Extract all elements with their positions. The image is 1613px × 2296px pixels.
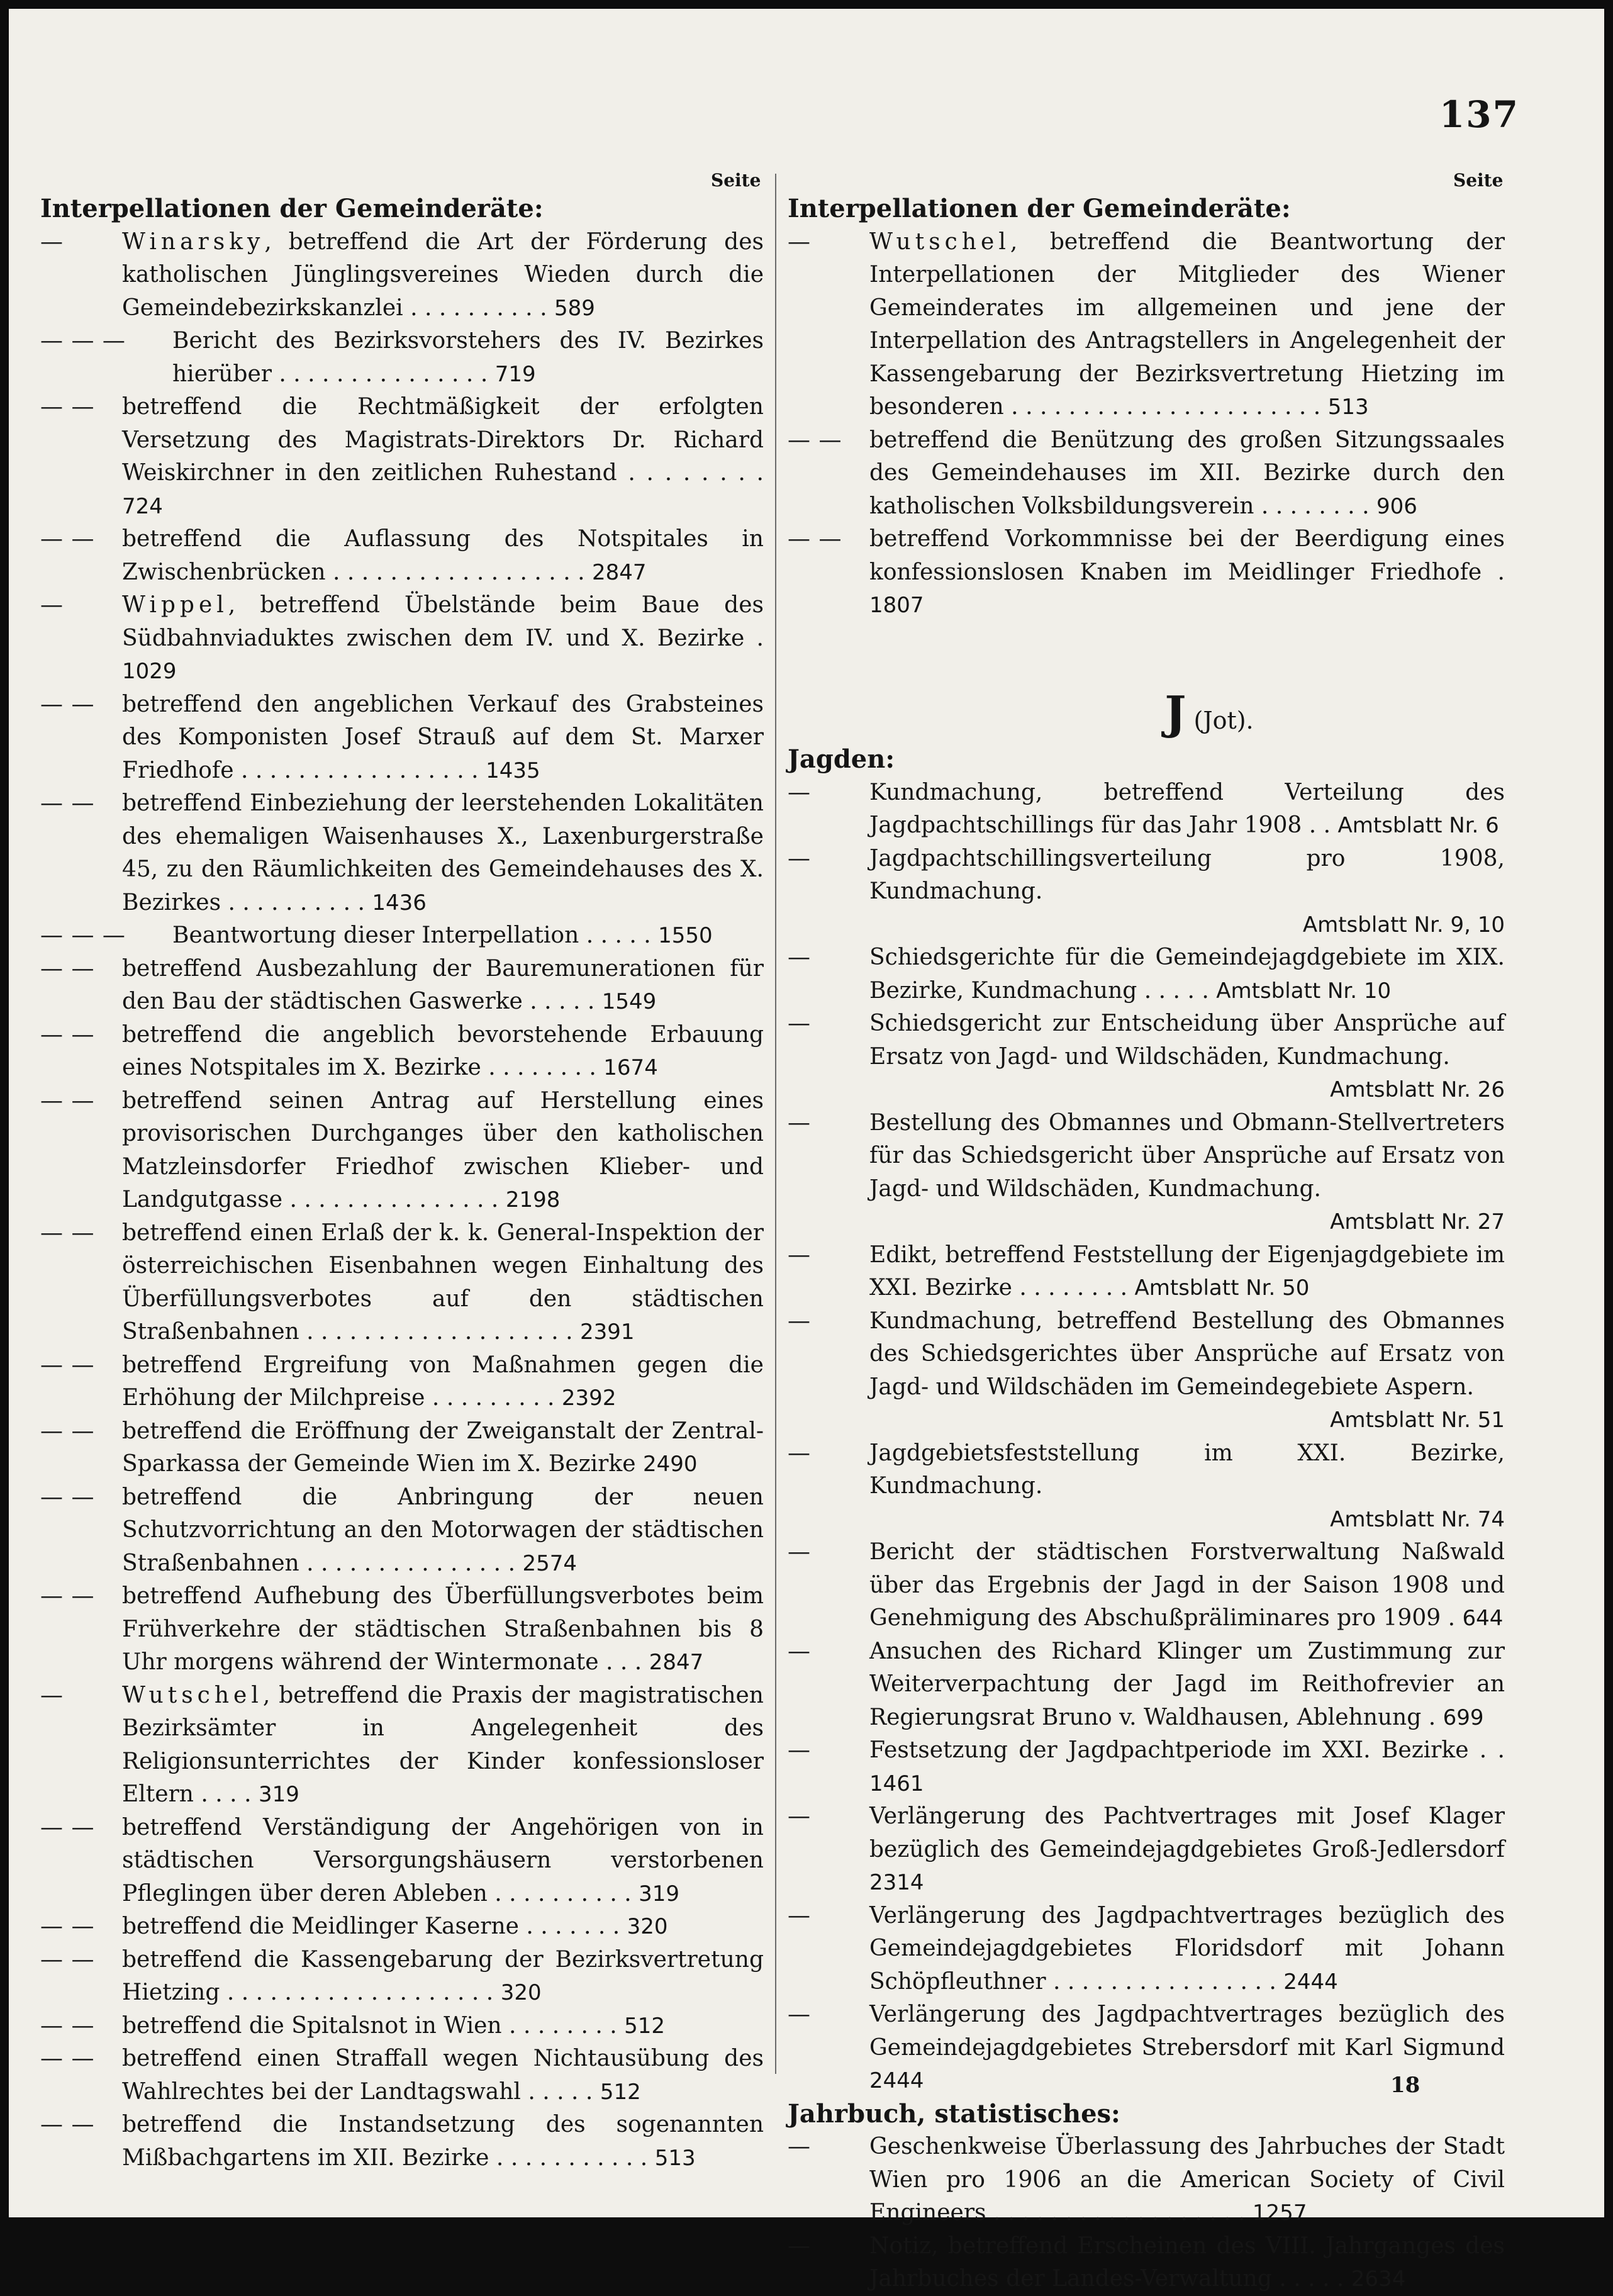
entry-page-ref: 513 <box>654 2145 696 2171</box>
entry-text: betreffend Aufhebung des Überfüllungsverbotes beim Frühverkehre der städtischen Straßenbahnen bis 8 Uhr morgens während der Wintermonate . . . <box>122 1583 764 1675</box>
entry-text: betreffend Verständigung der Angehörigen von in städtischen Versorgungshäusern verstorbenen Pfleglingen über deren Ableben . . . . . . . . . . <box>122 1814 764 1907</box>
entry-page-ref: 2847 <box>591 559 647 585</box>
entry-page-ref: 2444 <box>869 2068 924 2093</box>
index-entry <box>40 787 764 919</box>
entry-dash: — — <box>40 1219 95 1246</box>
index-entry <box>788 1239 1505 1305</box>
signature-mark: 18 <box>1390 2073 1420 2098</box>
entry-dash: — <box>788 845 811 871</box>
entry-dash: — — <box>40 2012 95 2039</box>
entry-page-ref: 1807 <box>869 593 924 618</box>
entry-page-ref: 2314 <box>869 1870 924 1895</box>
entry-text: Geschenkweise Überlassung des Jahrbuches der Stadt Wien pro 1906 an die American Society of Civil Engineers . . . . . . . . . . . . . . . . . . <box>869 2134 1505 2226</box>
entry-text: betreffend die Instandsetzung des sogenannten Mißbachgartens im XII. Bezirke . . . . . . . . . . . <box>122 2112 764 2171</box>
entry-page-ref: 1029 <box>122 659 177 684</box>
entry-text: Notiz, betreffend Erscheinen des VIII. Jahrganges des Jahrbuches der Landes-Verwaltung . . . . . <box>869 2232 1505 2292</box>
entry-dash: — <box>788 1902 811 1929</box>
entry-page-ref: 719 <box>494 361 536 387</box>
entry-dash: — — <box>40 1913 95 1939</box>
entry-page-ref: 2847 <box>649 1650 704 1675</box>
entry-text: Verlängerung des Jagdpachtvertrages bezüglich des Gemeindejagdgebietes Strebersdorf mit Karl Sigmund <box>869 2002 1505 2061</box>
entry-text: Jagdgebietsfeststellung im XXI. Bezirke, Kundmachung. <box>869 1440 1505 1499</box>
page-number: 137 <box>1439 93 1519 136</box>
index-entry <box>788 1536 1505 1635</box>
entry-dash: — <box>40 592 64 618</box>
entry-dash: — — <box>40 1946 95 1973</box>
left-column <box>40 193 764 2175</box>
entry-text: Kundmachung, betreffend Verteilung des Jagdpachtschillings für das Jahr 1908 . . <box>869 779 1505 838</box>
entry-dash: — <box>788 1241 811 1268</box>
column-divider <box>775 174 776 2074</box>
index-entry <box>788 1437 1505 1537</box>
entry-dash: — — <box>788 526 842 552</box>
index-entry <box>788 1900 1505 1999</box>
entry-page-ref: Amtsblatt Nr. 26 <box>1330 1077 1505 1102</box>
column-label-left: Seite <box>711 170 761 191</box>
index-entry <box>40 1679 764 1812</box>
index-entry <box>788 2230 1505 2296</box>
entry-dash: — — <box>40 2112 95 2137</box>
index-entry <box>40 226 764 325</box>
entry-text: betreffend Vorkommnisse bei der Beerdigung eines konfessionslosen Knaben im Meidlinger Friedhofe . <box>869 526 1505 585</box>
entry-text: betreffend die Meidlinger Kaserne . . . . . . . <box>122 1913 620 1939</box>
entry-dash: — — <box>40 1352 95 1378</box>
entry-page-ref: 2198 <box>505 1187 561 1212</box>
entry-dash: — — <box>40 1418 95 1444</box>
entry-author: Winarsky <box>122 228 265 255</box>
entry-page-ref: Amtsblatt Nr. 9, 10 <box>1302 912 1505 938</box>
entry-dash: — — <box>788 427 842 453</box>
entry-author: Wutschel <box>869 228 1010 255</box>
entry-text: , betreffend die Art der Förderung des katholischen Jünglingsvereines Wieden durch die Gemeindebezirkskanzlei . . . . . . . . . . <box>122 228 764 321</box>
entry-dash: — <box>788 944 811 970</box>
entry-dash: — <box>788 1440 811 1466</box>
index-entry <box>40 1580 764 1679</box>
entry-text: betreffend den angeblichen Verkauf des Grabsteines des Komponisten Josef Strauß auf dem St. Marxer Friedhofe . . . . . . . . . . . . . . . . . <box>122 691 764 783</box>
entry-dash: — — <box>40 526 95 552</box>
entry-page-ref: 2490 <box>642 1452 698 1477</box>
entry-text: Festsetzung der Jagdpachtperiode im XXI. Bezirke . . <box>869 1737 1505 1763</box>
entry-text: , betreffend Übelstände beim Baue des Südbahnviaduktes zwischen dem IV. und X. Bezirke . <box>122 592 764 651</box>
entry-text: Verlängerung des Pachtvertrages mit Josef Klager bezüglich des Gemeindejagdgebietes Groß-Jedlersdorf <box>869 1803 1505 1862</box>
entry-page-ref: 320 <box>627 1914 668 1939</box>
index-entry <box>40 2108 764 2175</box>
entry-page-ref: Amtsblatt Nr. 50 <box>1134 1275 1310 1301</box>
index-entry <box>40 589 764 688</box>
entry-dash: — <box>788 2002 811 2027</box>
entry-dash: — — <box>40 1814 95 1840</box>
entry-text: betreffend die angeblich bevorstehende Erbauung eines Notspitales im X. Bezirke . . . . . . . . <box>122 1021 764 1080</box>
section-heading: Interpellationen der Gemeinderäte: <box>788 194 1291 223</box>
entry-page-ref: 1550 <box>658 923 713 948</box>
entry-dash: — <box>788 779 811 805</box>
index-entry <box>40 2042 764 2108</box>
entry-text: Bericht des Bezirksvorstehers des IV. Bezirkes hierüber . . . . . . . . . . . . . . . <box>172 328 764 387</box>
entry-page-ref: Amtsblatt Nr. 6 <box>1337 813 1499 838</box>
entry-page-ref: 906 <box>1376 493 1417 519</box>
index-page <box>9 9 1604 2292</box>
index-entry <box>788 226 1505 424</box>
index-entry <box>788 843 1505 942</box>
entry-dash: — — <box>40 955 95 982</box>
entry-dash: — — — <box>40 328 126 354</box>
letter-heading-initial: J <box>1164 685 1186 739</box>
section-heading: Jahrbuch, statistisches: <box>788 2098 1120 2129</box>
entry-text: Schiedsgericht zur Entscheidung über Ansprüche auf Ersatz von Jagd- und Wildschäden, Kundmachung. <box>869 1011 1505 1070</box>
entry-dash: — <box>788 2134 811 2159</box>
entry-dash: — <box>788 1539 811 1565</box>
entry-text: betreffend die Anbringung der neuen Schutzvorrichtung an den Motorwagen der städtischen Straßenbahnen . . . . . . . . . . . . . . . <box>122 1484 764 1576</box>
entry-dash: — — <box>40 1087 95 1114</box>
entry-dash: — <box>40 1682 64 1708</box>
index-entry <box>40 1019 764 1085</box>
entry-page-ref: 1674 <box>603 1055 658 1080</box>
index-entry <box>788 1734 1505 1800</box>
index-entry <box>40 325 764 391</box>
entry-dash: — — <box>40 394 95 420</box>
entry-dash: — <box>788 1109 811 1136</box>
entry-dash: — — <box>40 1583 95 1609</box>
letter-heading <box>788 685 1505 739</box>
section-heading: Jagden: <box>788 744 895 774</box>
entry-dash: — <box>788 1737 811 1763</box>
entry-dash: — — <box>40 1021 95 1048</box>
entry-page-ref: Amtsblatt Nr. 51 <box>1330 1408 1505 1433</box>
entry-dash: — <box>788 1011 811 1036</box>
index-entry <box>788 776 1505 843</box>
index-entry <box>788 941 1505 1007</box>
entry-page-ref: Amtsblatt Nr. 27 <box>1330 1209 1505 1235</box>
entry-page-ref: 1257 <box>1252 2200 1307 2226</box>
entry-text: Bericht der städtischen Forstverwaltung Naßwald über das Ergebnis der Jagd in der Saison 1908 und Genehmigung des Abschußpräliminares pro 1909 . <box>869 1539 1505 1631</box>
index-entry <box>40 1944 764 2010</box>
entry-text: betreffend einen Straffall wegen Nichtausübung des Wahlrechtes bei der Landtagswahl . . . . . <box>122 2046 764 2105</box>
index-entry <box>40 953 764 1019</box>
index-entry <box>788 1107 1505 1239</box>
entry-text: , betreffend die Praxis der magistratischen Bezirksämter in Angelegenheit des Religionsunterrichtes der Kinder konfessionsloser Eltern . . . . <box>122 1682 764 1807</box>
entry-author: Wippel <box>122 592 228 618</box>
entry-text: Bestellung des Obmannes und Obmann-Stellvertreters für das Schiedsgericht über Ansprüche auf Ersatz von Jagd- und Wildschäden, Kundmachung. <box>869 1109 1505 1202</box>
entry-page-ref: 2391 <box>580 1319 635 1345</box>
index-entry <box>788 1635 1505 1735</box>
entry-dash: — — — <box>40 922 126 948</box>
entry-page-ref: 644 <box>1462 1606 1504 1631</box>
entry-page-ref: 699 <box>1443 1705 1484 1730</box>
entry-text: betreffend die Eröffnung der Zweiganstalt der Zentral-Sparkassa der Gemeinde Wien im X. Bezirke <box>122 1418 764 1477</box>
entry-text: , betreffend die Beantwortung der Interpellationen der Mitglieder des Wiener Gemeinderates im allgemeinen und jene der Interpellation des Antragstellers in Angelegenheit der Kassengebarung der Bezirksvertretung Hietzing im besonderen . . . . . . . . . . . . . . . . . . . . . . <box>869 228 1505 420</box>
entry-text: Jagdpachtschillingsverteilung pro 1908, Kundmachung. <box>869 845 1505 904</box>
section-heading: Interpellationen der Gemeinderäte: <box>40 194 544 223</box>
entry-page-ref: 2634 <box>1351 2266 1406 2292</box>
entry-page-ref: 2444 <box>1283 1969 1338 1995</box>
entry-dash: — <box>788 1638 811 1664</box>
entry-text: betreffend Einbeziehung der leerstehenden Lokalitäten des ehemaligen Waisenhauses X., Laxenburgerstraße 45, zu den Räumlichkeiten des Gemeindehauses des X. Bezirkes . . . . . . . . . . <box>122 790 764 916</box>
index-entry <box>40 523 764 589</box>
entry-dash: — <box>788 1803 811 1829</box>
index-entry <box>40 391 764 523</box>
entry-page-ref: 512 <box>624 2013 666 2039</box>
right-column <box>788 193 1505 2296</box>
entry-text: betreffend die Kassengebarung der Bezirksvertretung Hietzing . . . . . . . . . . . . . . . . . . . <box>122 1946 764 2005</box>
entry-page-ref: 1549 <box>601 989 657 1014</box>
entry-page-ref: 319 <box>258 1782 299 1807</box>
entry-text: Beantwortung dieser Interpellation . . . . . <box>172 922 651 948</box>
index-entry <box>40 1415 764 1481</box>
index-entry <box>788 2131 1505 2230</box>
index-entry <box>788 1800 1505 1900</box>
index-entry <box>40 1910 764 1944</box>
entry-text: betreffend einen Erlaß der k. k. General-Inspektion der österreichischen Eisenbahnen wegen Einhaltung des Überfüllungsverbotes auf den städtischen Straßenbahnen . . . . . . . . . . . . . . . . . . . <box>122 1219 764 1345</box>
index-entry <box>40 1812 764 1911</box>
entry-text: Schiedsgerichte für die Gemeindejagdgebiete im XIX. Bezirke, Kundmachung . . . . . <box>869 944 1505 1004</box>
entry-page-ref: Amtsblatt Nr. 10 <box>1216 978 1392 1004</box>
entry-text: Verlängerung des Jagdpachtvertrages bezüglich des Gemeindejagdgebietes Floridsdorf mit Johann Schöpfleuthner . . . . . . . . . . . . . . . . <box>869 1902 1505 1995</box>
entry-dash: — — <box>40 2046 95 2071</box>
entry-dash: — <box>40 228 64 255</box>
entry-page-ref: 1461 <box>869 1771 924 1796</box>
entry-dash: — — <box>40 790 95 816</box>
entry-text: betreffend Ergreifung von Maßnahmen gegen die Erhöhung der Milchpreise . . . . . . . . . <box>122 1352 764 1411</box>
entry-text: betreffend die Spitalsnot in Wien . . . . . . . . <box>122 2012 617 2039</box>
letter-heading-name: (Jot). <box>1193 706 1254 734</box>
entry-dash: — <box>788 228 811 255</box>
column-label-right: Seite <box>1453 170 1504 191</box>
entry-dash: — <box>788 1308 811 1334</box>
entry-page-ref: 724 <box>122 493 163 519</box>
index-entry <box>40 2010 764 2043</box>
entry-text: betreffend die Benützung des großen Sitzungssaales des Gemeindehauses im XII. Bezirke durch den katholischen Volksbildungsverein . . . . . . . . <box>869 427 1505 519</box>
entry-page-ref: 589 <box>554 295 595 321</box>
entry-page-ref: 513 <box>1327 395 1369 420</box>
entry-dash: — — <box>40 1484 95 1510</box>
entry-page-ref: 1435 <box>486 758 540 783</box>
entry-page-ref: 2392 <box>561 1386 617 1411</box>
index-entry <box>40 1481 764 1581</box>
entry-dash: — — <box>40 691 95 717</box>
index-entry <box>788 1007 1505 1107</box>
entry-page-ref: 320 <box>500 1980 542 2005</box>
index-entry <box>788 1305 1505 1437</box>
index-entry <box>40 688 764 788</box>
index-entry <box>40 919 764 953</box>
index-entry <box>40 1217 764 1349</box>
entry-text: Edikt, betreffend Feststellung der Eigenjagdgebiete im XXI. Bezirke . . . . . . . . <box>869 1241 1505 1301</box>
index-entry <box>788 424 1505 524</box>
entry-text: Kundmachung, betreffend Bestellung des Obmannes des Schiedsgerichtes über Ansprüche auf Ersatz von Jagd- und Wildschäden im Gemeindegebiete Aspern. <box>869 1308 1505 1400</box>
entry-text: betreffend die Rechtmäßigkeit der erfolgten Versetzung des Magistrats-Direktors Dr. Richard Weiskirchner in den zeitlichen Ruhestand . . . . . . . . <box>122 394 764 486</box>
entry-page-ref: 1436 <box>372 890 427 916</box>
entry-dash: — <box>788 2232 811 2259</box>
entry-text: betreffend die Auflassung des Notspitales in Zwischenbrücken . . . . . . . . . . . . . . . . . . <box>122 526 764 585</box>
index-entry <box>40 1349 764 1415</box>
entry-page-ref: 2574 <box>522 1550 577 1576</box>
entry-text: betreffend seinen Antrag auf Herstellung eines provisorischen Durchganges über den katholischen Matzleinsdorfer Friedhof zwischen Klieber- und Landgutgasse . . . . . . . . . . . . . . . <box>122 1087 764 1212</box>
entry-text: Ansuchen des Richard Klinger um Zustimmung zur Weiterverpachtung der Jagd im Reithofrevier an Regierungsrat Bruno v. Waldhausen, Ablehnung . <box>869 1638 1505 1730</box>
entry-author: Wutschel <box>122 1682 263 1708</box>
entry-page-ref: Amtsblatt Nr. 74 <box>1330 1506 1505 1532</box>
entry-page-ref: 512 <box>600 2079 641 2105</box>
index-entry <box>788 523 1505 622</box>
entry-text: betreffend Ausbezahlung der Bauremunerationen für den Bau der städtischen Gaswerke . . . . . <box>122 955 764 1014</box>
index-entry <box>40 1085 764 1217</box>
entry-page-ref: 319 <box>639 1881 680 1907</box>
